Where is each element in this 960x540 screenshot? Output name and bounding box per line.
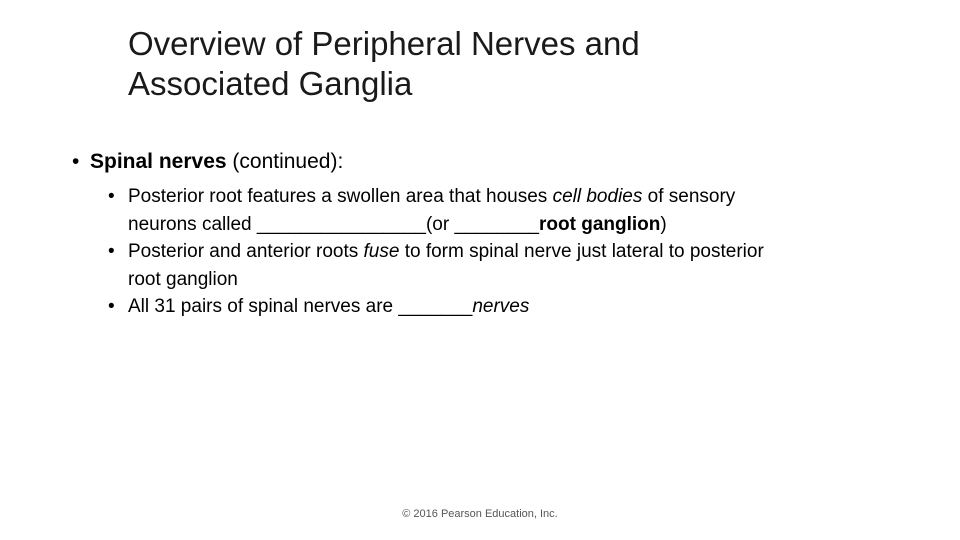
- title-line-1: Overview of Peripheral Nerves and: [128, 25, 640, 62]
- sub-bullet-3: [108, 293, 908, 321]
- sub-bullet-list: [108, 183, 908, 321]
- sub1-text-3: neurons called: [128, 213, 257, 235]
- sub1-text-5: ): [660, 213, 667, 235]
- bullet-dot: •: [108, 296, 115, 317]
- sub2-italic: fuse: [363, 241, 400, 262]
- sub3-blank: _______: [398, 296, 473, 317]
- main-bullet-bold: Spinal nerves: [90, 150, 227, 173]
- sub3-italic: nerves: [472, 296, 530, 317]
- sub2-text-1: Posterior and anterior roots: [128, 241, 364, 262]
- sub1-italic: cell bodies: [552, 186, 643, 207]
- sub-bullet-2: [108, 238, 908, 293]
- bullet-dot: •: [72, 150, 80, 173]
- sub2-text-3: root ganglion: [128, 268, 238, 290]
- bullet-dot: •: [108, 241, 115, 262]
- sub1-text-1: Posterior root features a swollen area that houses: [128, 186, 553, 207]
- sub1-blank-2: ________: [454, 213, 539, 235]
- bullet-dot: •: [108, 186, 115, 207]
- sub1-blank-1: ________________: [256, 213, 426, 235]
- sub-bullet-1: [108, 183, 908, 238]
- main-bullet-rest: (continued):: [226, 150, 344, 173]
- main-bullet: [72, 148, 343, 176]
- sub1-text-4: (or: [425, 213, 455, 235]
- sub2-text-2: to form spinal nerve just lateral to posterior: [399, 241, 764, 262]
- title-line-2: Associated Ganglia: [128, 65, 413, 102]
- sub1-text-2: of sensory: [642, 186, 736, 207]
- sub1-bold: root ganglion: [539, 213, 661, 235]
- copyright-footer: © 2016 Pearson Education, Inc.: [402, 508, 558, 520]
- sub3-text-1: All 31 pairs of spinal nerves are: [128, 296, 399, 317]
- slide-title: [128, 24, 848, 104]
